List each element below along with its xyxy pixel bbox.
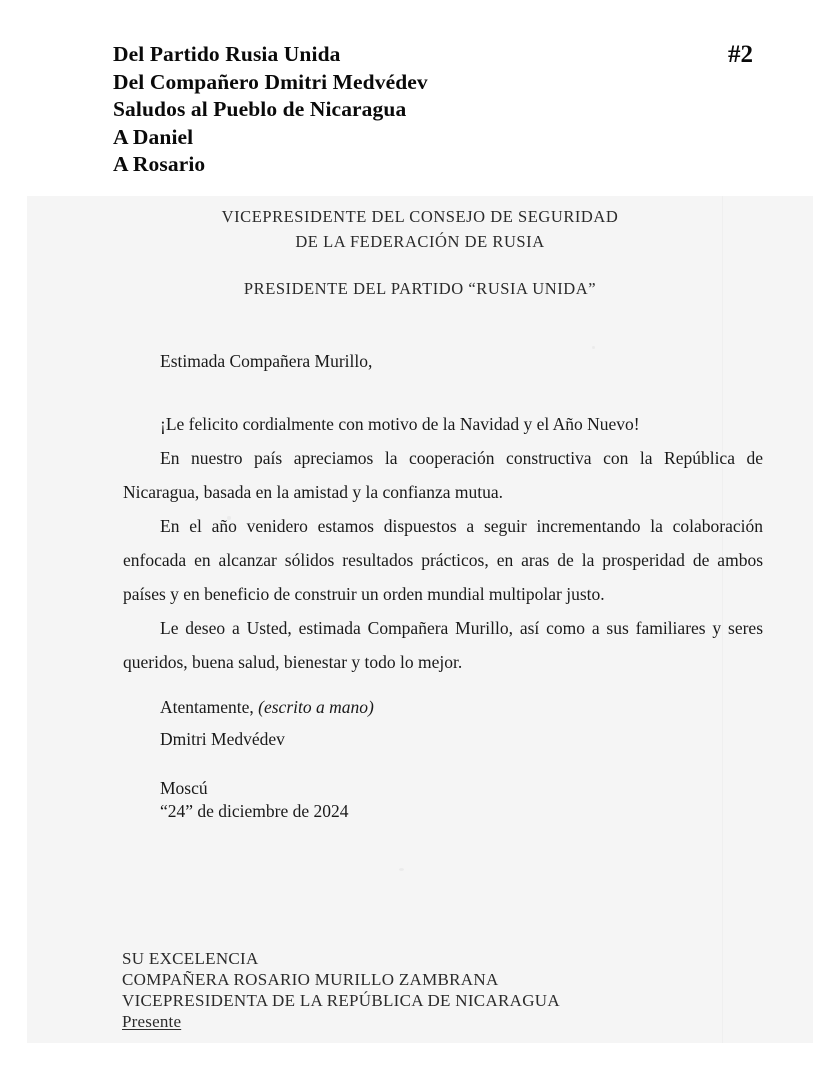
addressee-title: VICEPRESIDENTA DE LA REPÚBLICA DE NICARAGUA	[122, 991, 560, 1010]
annotation-note-lines	[113, 41, 428, 179]
closing-block	[160, 692, 374, 754]
salutation: Estimada Compañera Murillo,	[160, 351, 373, 371]
annotation-header	[0, 0, 825, 196]
annotation-line-5: A Rosario	[113, 152, 206, 176]
scan-speck	[399, 868, 404, 871]
closing-line	[160, 692, 374, 722]
letter-body	[123, 348, 763, 679]
date-of-issue: “24” de diciembre de 2024	[160, 801, 349, 821]
annotation-line-2: Del Compañero Dmitri Medvédev	[113, 69, 428, 94]
handwritten-signature-note: (escrito a mano)	[258, 697, 374, 717]
letterhead-line-1: VICEPRESIDENTE DEL CONSEJO DE SEGURIDAD	[221, 207, 619, 226]
date-block	[160, 777, 349, 823]
addressee-presente: Presente	[122, 1012, 182, 1031]
addressee-honorific: SU EXCELENCIA	[122, 949, 259, 968]
annotation-line-4: A Daniel	[113, 124, 194, 149]
annotation-line-1: Del Partido Rusia Unida	[113, 42, 341, 66]
letter-paragraph-1: ¡Le felicito cordialmente con motivo de la Navidad y el Año Nuevo!	[160, 414, 640, 434]
annotation-line-3: Saludos al Pueblo de Nicaragua	[113, 97, 407, 121]
letterhead-party-title: PRESIDENTE DEL PARTIDO “RUSIA UNIDA”	[243, 279, 597, 298]
signer-name: Dmitri Medvédev	[160, 729, 285, 749]
place-of-issue: Moscú	[160, 778, 208, 798]
letterhead-line-2: DE LA FEDERACIÓN DE RUSIA	[295, 232, 545, 251]
letter-paragraph-2: En nuestro país apreciamos la cooperación constructiva con la República de Nicaragua, basada en la amistad y la confianza mutua.	[123, 448, 763, 502]
addressee-name: COMPAÑERA ROSARIO MURILLO ZAMBRANA	[122, 970, 499, 989]
page-marker: #2	[728, 41, 753, 68]
scanned-letter-region	[27, 196, 813, 1043]
closing-label: Atentamente,	[160, 697, 254, 717]
letter-paragraph-3: En el año venidero estamos dispuestos a seguir incrementando la colaboración enfocada en alcanzar sólidos resultados prácticos, en aras de la prosperidad de ambos países y en beneficio de construir un orden mundial multipolar justo.	[123, 516, 763, 604]
letter-paragraph-4: Le deseo a Usted, estimada Compañera Murillo, así como a sus familiares y seres queridos, buena salud, bienestar y todo lo mejor.	[123, 618, 763, 672]
addressee-block	[122, 948, 560, 1032]
letterhead	[27, 204, 813, 301]
